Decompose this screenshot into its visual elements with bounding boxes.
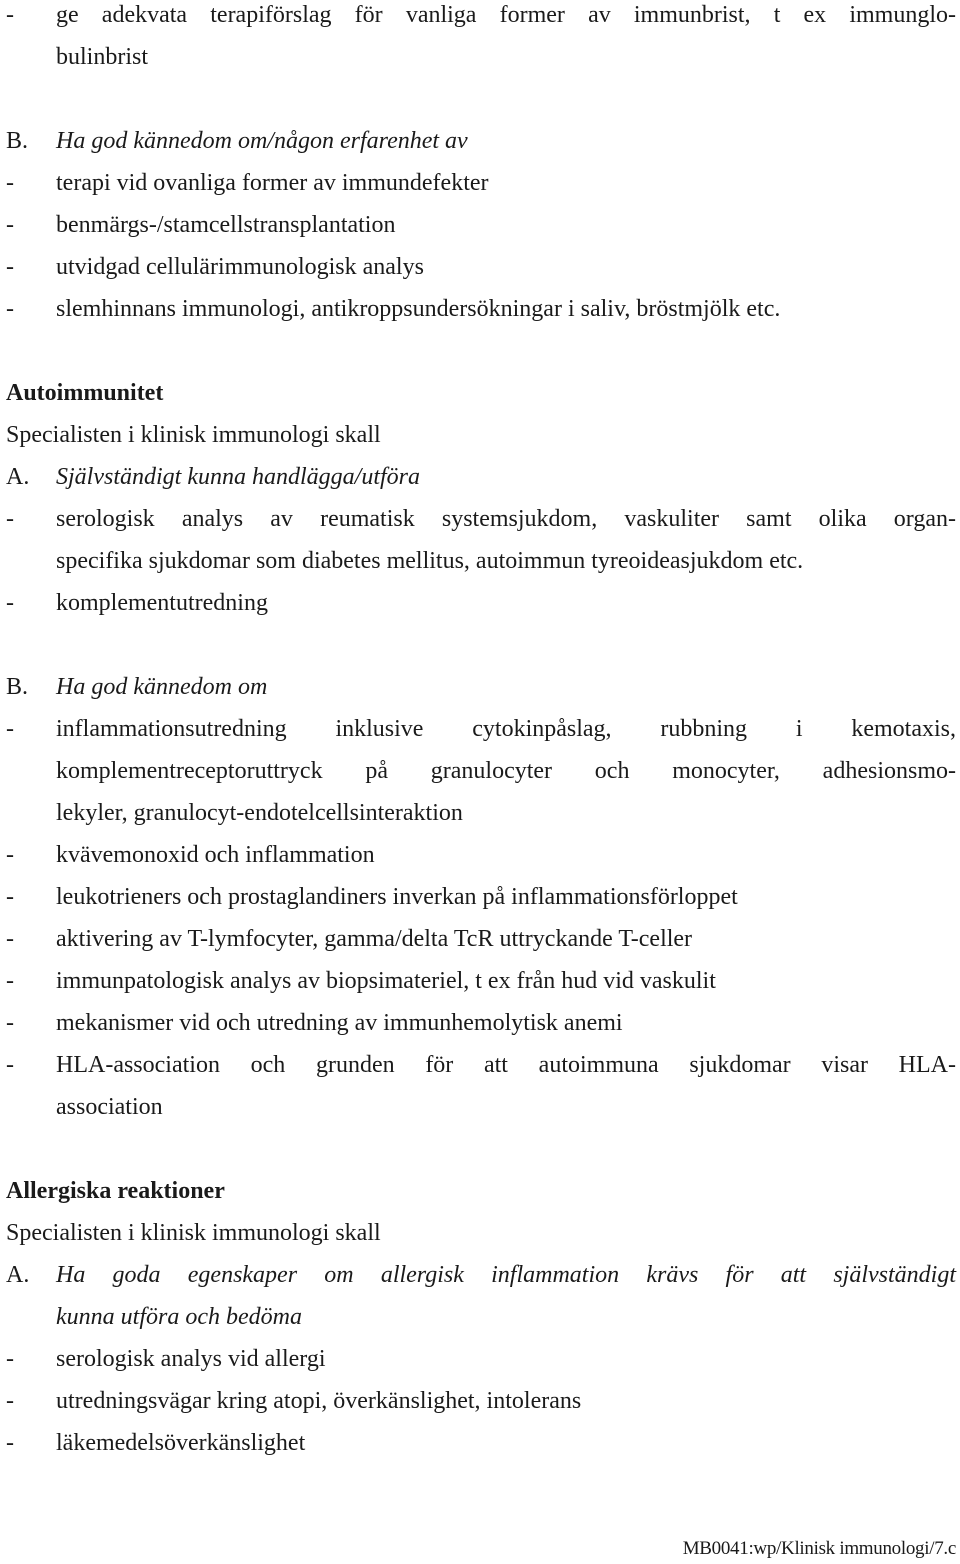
section-label-b	[6, 120, 956, 162]
label-text: Ha god kännedom om	[56, 674, 268, 700]
section-label-a	[6, 1254, 956, 1296]
section-subtitle: Specialisten i klinisk immunologi skall	[6, 1220, 381, 1246]
list-item-text: inflammationsutredning inklusive cytokinpåslag, rubbning i kemotaxis,	[56, 716, 956, 742]
list-item	[6, 1380, 956, 1422]
document-page	[6, 0, 956, 1464]
list-item-text: komplementutredning	[56, 590, 268, 616]
list-item	[6, 582, 956, 624]
list-item-text: ge adekvata terapiförslag för vanliga former av immunbrist, t ex immunglo-	[56, 2, 956, 28]
list-dash: -	[6, 1052, 14, 1078]
section-label-b	[6, 666, 956, 708]
list-item-text: terapi vid ovanliga former av immundefekter	[56, 170, 489, 196]
list-item-text: läkemedelsöverkänslighet	[56, 1430, 306, 1456]
list-item-continuation: bulinbrist	[56, 44, 149, 70]
list-item-text: mekanismer vid och utredning av immunhemolytisk anemi	[56, 1010, 623, 1036]
list-item	[6, 1422, 956, 1464]
list-dash: -	[6, 212, 14, 238]
list-item-text: aktivering av T-lymfocyter, gamma/delta TcR uttryckande T-celler	[56, 926, 693, 952]
list-dash: -	[6, 506, 14, 532]
list-item-text: leukotrieners och prostaglandiners inverkan på inflammationsförloppet	[56, 884, 738, 910]
list-item-continuation: lekyler, granulocyt-endotelcellsinteraktion	[56, 800, 463, 826]
list-dash: -	[6, 254, 14, 280]
list-item-text: benmärgs-/stamcellstransplantation	[56, 212, 396, 238]
section-heading-allergiska-reaktioner: Allergiska reaktioner	[6, 1178, 225, 1204]
section-label-a	[6, 456, 956, 498]
list-item	[6, 918, 956, 960]
list-dash: -	[6, 590, 14, 616]
list-item	[6, 1338, 956, 1380]
page-footer: MB0041:wp/Klinisk immunologi/7.c	[682, 1538, 956, 1559]
list-item	[6, 960, 956, 1002]
label-letter: B.	[6, 674, 29, 700]
label-text: Självständigt kunna handlägga/utföra	[56, 464, 420, 490]
list-item	[6, 288, 956, 330]
list-item	[6, 0, 956, 36]
list-item-text: utredningsvägar kring atopi, överkänslighet, intolerans	[56, 1388, 582, 1414]
list-item	[6, 834, 956, 876]
list-dash: -	[6, 884, 14, 910]
label-letter: B.	[6, 128, 29, 154]
list-dash: -	[6, 716, 14, 742]
list-dash: -	[6, 1010, 14, 1036]
list-dash: -	[6, 2, 14, 28]
list-item-text: kvävemonoxid och inflammation	[56, 842, 375, 868]
label-text-continuation: kunna utföra och bedöma	[56, 1304, 302, 1330]
list-item	[6, 204, 956, 246]
list-item-text: utvidgad cellulärimmunologisk analys	[56, 254, 424, 280]
list-item-text: immunpatologisk analys av biopsimateriel, t ex från hud vid vaskulit	[56, 968, 716, 994]
list-dash: -	[6, 1346, 14, 1372]
list-item-continuation: specifika sjukdomar som diabetes mellitus, autoimmun tyreoideasjukdom etc.	[56, 548, 804, 574]
list-item	[6, 498, 956, 540]
label-letter: A.	[6, 1262, 30, 1288]
list-dash: -	[6, 968, 14, 994]
list-dash: -	[6, 1388, 14, 1414]
list-item	[6, 708, 956, 750]
label-letter: A.	[6, 464, 30, 490]
section-subtitle: Specialisten i klinisk immunologi skall	[6, 422, 381, 448]
list-item	[6, 246, 956, 288]
list-item	[6, 876, 956, 918]
list-item-continuation: komplementreceptoruttryck på granulocyter och monocyter, adhesionsmo-	[56, 758, 956, 784]
list-item	[6, 162, 956, 204]
list-item-text: HLA-association och grunden för att autoimmuna sjukdomar visar HLA-	[56, 1052, 956, 1078]
list-item-text: serologisk analys vid allergi	[56, 1346, 326, 1372]
section-heading-autoimmunitet: Autoimmunitet	[6, 380, 164, 406]
list-item-text: serologisk analys av reumatisk systemsjukdom, vaskuliter samt olika organ-	[56, 506, 956, 532]
label-text: Ha god kännedom om/någon erfarenhet av	[56, 128, 468, 154]
list-dash: -	[6, 926, 14, 952]
label-text: Ha goda egenskaper om allergisk inflammation krävs för att självständigt	[56, 1262, 956, 1288]
list-item-text: slemhinnans immunologi, antikroppsundersökningar i saliv, bröstmjölk etc.	[56, 296, 781, 322]
list-dash: -	[6, 1430, 14, 1456]
list-item	[6, 1044, 956, 1086]
list-dash: -	[6, 842, 14, 868]
list-item	[6, 1002, 956, 1044]
list-dash: -	[6, 296, 14, 322]
list-item-continuation: association	[56, 1094, 163, 1120]
list-dash: -	[6, 170, 14, 196]
